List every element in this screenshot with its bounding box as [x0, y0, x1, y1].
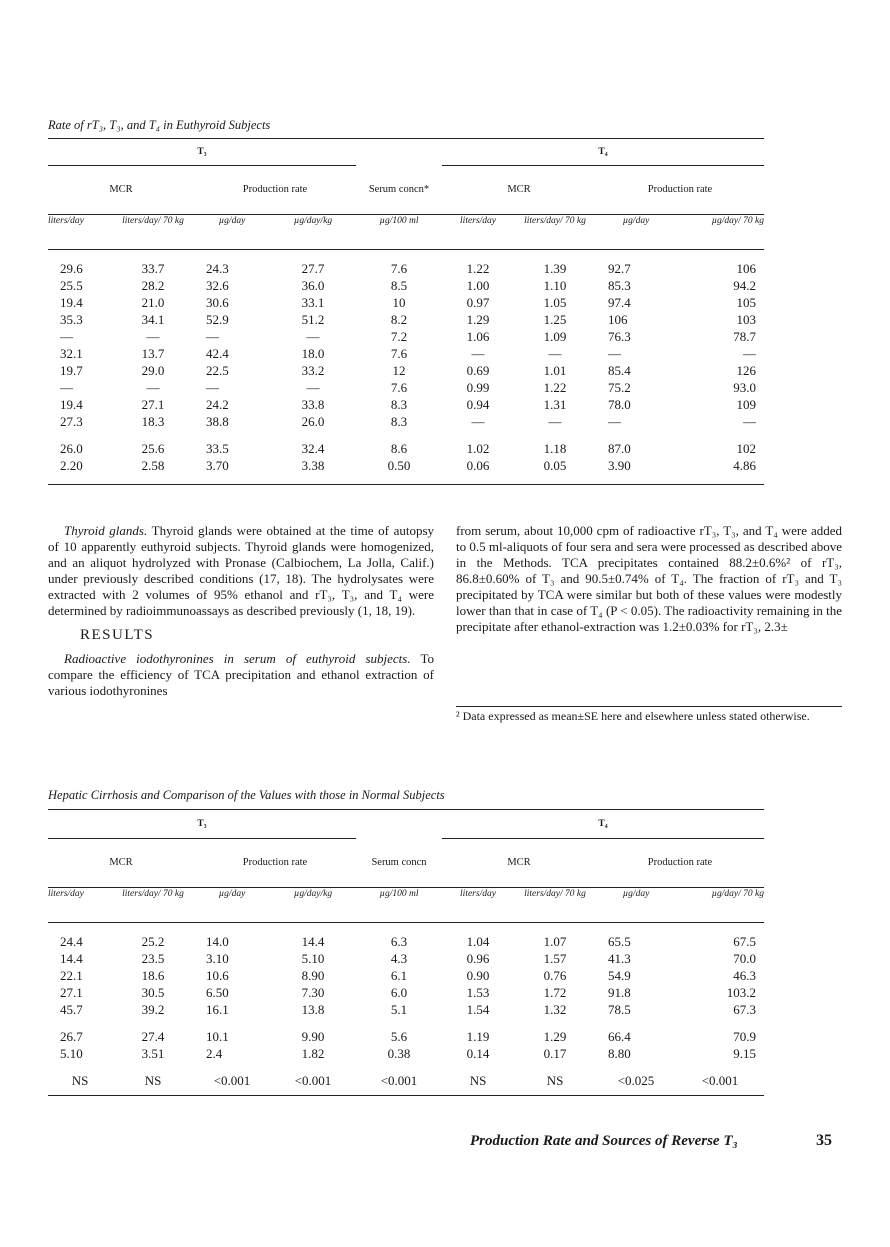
table1-caption: Rate of rT₃, T₃, and T₄ in Euthyroid Subjects [48, 118, 271, 132]
table2-unit: µg/day/ 70 kg [676, 888, 764, 923]
paragraph-thyroid-glands [48, 523, 434, 619]
table1-cell: — [743, 345, 756, 361]
table1-cell: 33.7 [141, 260, 165, 276]
table2-cell: 46.3 [733, 967, 756, 983]
table1-cell: 1.01 [543, 362, 567, 378]
table1-summary-cell: 0.50 [387, 457, 411, 473]
table1-cell: 33.2 [301, 362, 325, 378]
table2-summary-cell: 8.80 [608, 1045, 631, 1061]
table2-summary-cell: 1.29 [543, 1028, 567, 1044]
table1-row [48, 328, 764, 345]
table1-unit: liters/day [442, 215, 514, 250]
table1-cell: 28.2 [141, 277, 165, 293]
paragraph-title: Radioactive iodothyronines in serum of euthyroid subjects. [64, 651, 411, 666]
table1-cell: 29.0 [141, 362, 165, 378]
table1-cell: 51.2 [301, 311, 325, 327]
table2-cell: 39.2 [141, 1001, 165, 1017]
table1-summary-cell: 0.06 [466, 457, 490, 473]
table2-unit: liters/day/ 70 kg [514, 888, 596, 923]
table1-row [48, 277, 764, 294]
table1-header-mcr-t4: MCR [507, 184, 531, 195]
table1-cell: 0.97 [466, 294, 490, 310]
table1-cell: 7.2 [390, 328, 408, 344]
table1-cell: 0.69 [466, 362, 490, 378]
table1-cell: 85.3 [608, 277, 631, 293]
table1-summary-cell: 3.38 [301, 457, 325, 473]
table2-cell: 3.10 [206, 950, 229, 966]
table1-cell: — [306, 328, 320, 344]
table1-cell: 35.3 [60, 311, 83, 327]
table1-summary-cell: 8.6 [390, 440, 408, 456]
table2-cell: 23.5 [141, 950, 165, 966]
table2-summary-cell: 66.4 [608, 1028, 631, 1044]
table1-cell: 1.06 [466, 328, 490, 344]
table1-cell: — [146, 379, 160, 395]
table1-summary-cell: 3.70 [206, 457, 229, 473]
table1-cell: — [471, 345, 485, 361]
table2-cell: 1.54 [466, 1001, 490, 1017]
table1-cell: 97.4 [608, 294, 631, 310]
table2-cell: 70.0 [733, 950, 756, 966]
table2-pvalue-cell: <0.001 [356, 1072, 442, 1096]
table2-unit: µg/day/kg [270, 888, 356, 923]
table2-summary-cell: 5.10 [60, 1045, 83, 1061]
table1-cell: — [206, 379, 219, 395]
table1-cell: — [548, 413, 562, 429]
table1-cell: 33.1 [301, 294, 325, 310]
table1-summary-cell: 87.0 [608, 440, 631, 456]
table1-cell: — [608, 413, 621, 429]
table1-cell: 52.9 [206, 311, 229, 327]
table1-cell: 24.3 [206, 260, 229, 276]
table1-cell: 85.4 [608, 362, 631, 378]
table1-header-production-t4: Production rate [647, 184, 713, 195]
table2-cell: 1.07 [543, 933, 567, 949]
table2-cell: 0.76 [543, 967, 567, 983]
table2-cell: 13.8 [301, 1001, 325, 1017]
table2-cell: 14.0 [206, 933, 229, 949]
table2-cell: 10.6 [206, 967, 229, 983]
table1-cell: 7.6 [390, 260, 408, 276]
table2-cell: 14.4 [301, 933, 325, 949]
table2-summary-cell: 3.51 [141, 1045, 165, 1061]
table2-pvalue-cell: <0.001 [194, 1072, 270, 1096]
table1-cell: 34.1 [141, 311, 165, 327]
table1-header-serum: Serum concn* [368, 183, 430, 195]
table2-summary-row [48, 1045, 764, 1062]
table2-header-serum: Serum concn [371, 856, 427, 868]
table1-summary-cell: 2.58 [141, 457, 165, 473]
table1-cell: 78.0 [608, 396, 631, 412]
table2-cell: 67.5 [733, 933, 756, 949]
table1-summary-cell: 2.20 [60, 457, 83, 473]
table1-cell: 1.39 [543, 260, 567, 276]
table2-pvalue-cell: NS [112, 1072, 194, 1096]
table1-cell: — [608, 345, 621, 361]
table2-summary-cell: 1.82 [301, 1045, 325, 1061]
table1-cell: 1.22 [543, 379, 567, 395]
table2-caption: Hepatic Cirrhosis and Comparison of the Values with those in Normal Subjects [48, 788, 445, 802]
table2-cell: 1.57 [543, 950, 567, 966]
table1-cell: 19.7 [60, 362, 83, 378]
table1-summary-cell: 4.86 [733, 457, 756, 473]
table1-cell: 18.3 [141, 413, 165, 429]
table1-cell: 21.0 [141, 294, 165, 310]
table1-header-mcr-t3: MCR [109, 184, 133, 195]
page-number: 35 [816, 1132, 832, 1149]
table1-cell: 27.7 [301, 260, 325, 276]
table1-unit: liters/day/ 70 kg [112, 215, 194, 250]
table1-cell: 1.31 [543, 396, 567, 412]
table1-unit: µg/day/kg [270, 215, 356, 250]
table2-cell: 65.5 [608, 933, 631, 949]
table1-summary-row [48, 440, 764, 457]
table2-summary-cell: 0.38 [387, 1045, 411, 1061]
table1-cell: 1.29 [466, 311, 490, 327]
table2-cell: 16.1 [206, 1001, 229, 1017]
table2-row [48, 950, 764, 967]
table2-header-mcr-t4: MCR [507, 857, 531, 868]
table1-cell: 103 [736, 311, 756, 327]
table2-pvalue-cell: <0.001 [270, 1072, 356, 1096]
table1-cell: 8.2 [390, 311, 408, 327]
table1-cell: — [60, 328, 73, 344]
table1-cell: 78.7 [733, 328, 756, 344]
table2-summary-row [48, 1028, 764, 1045]
table1-unit: µg/day [596, 215, 676, 250]
table2-cell: 0.90 [466, 967, 490, 983]
table2-cell: 103.2 [726, 984, 756, 1000]
right-column [456, 523, 842, 635]
table2-pvalue-cell: <0.025 [596, 1072, 676, 1096]
table1-cell: 33.8 [301, 396, 325, 412]
table1-summary-cell: 1.02 [466, 440, 490, 456]
paragraph-title: Thyroid glands. [64, 523, 148, 538]
table2-cell: 6.1 [390, 967, 408, 983]
table1-cell: 25.5 [60, 277, 83, 293]
table2-cell: 7.30 [301, 984, 325, 1000]
table2-pvalue-row [48, 1072, 764, 1096]
table1-cell: — [743, 413, 756, 429]
table1-cell: 126 [736, 362, 756, 378]
table2-pvalue-cell: <0.001 [676, 1072, 764, 1096]
table1-row [48, 345, 764, 362]
table2-cell: 45.7 [60, 1001, 83, 1017]
table2-cell: 25.2 [141, 933, 165, 949]
table1-cell: 76.3 [608, 328, 631, 344]
table2-row [48, 1001, 764, 1018]
table1-cell: 109 [736, 396, 756, 412]
table1-cell: 1.09 [543, 328, 567, 344]
table1-cell: 38.8 [206, 413, 229, 429]
table1-cell: — [471, 413, 485, 429]
table2-cell: 22.1 [60, 967, 83, 983]
table1-cell: 8.5 [390, 277, 408, 293]
table2-summary-cell: 27.4 [141, 1028, 165, 1044]
table2-cell: 6.50 [206, 984, 229, 1000]
table1-cell: — [306, 379, 320, 395]
table1-cell: 10 [392, 294, 406, 310]
table2-cell: 24.4 [60, 933, 83, 949]
table1-cell: 8.3 [390, 396, 408, 412]
table1-row [48, 260, 764, 277]
table2-pvalue-cell: NS [514, 1072, 596, 1096]
table2-summary-cell: 70.9 [733, 1028, 756, 1044]
table1-summary-cell: 33.5 [206, 440, 229, 456]
table1-cell: 8.3 [390, 413, 408, 429]
paragraph-text: Thyroid glands were obtained at the time of autopsy of 10 apparently euthyroid subjects. Thyroid glands were homogenized, and an aliquot hydrolyzed with Pronase (Calbiochem, La Jolla, Calif.) under previously described conditions (17, 18). The hydrolysates were extracted with 2 volumes of 95% ethanol and rT₃, T₃, and T₄ were determined by radioimmunoassays as described previously (1, 18, 19). [48, 523, 435, 618]
table1-cell: 0.94 [466, 396, 490, 412]
table1-cell: 32.6 [206, 277, 229, 293]
running-title: Production Rate and Sources of Reverse T₃ [470, 1133, 738, 1149]
table2-cell: 78.5 [608, 1001, 631, 1017]
table1-cell: — [146, 328, 160, 344]
paragraph-radioactive [48, 651, 434, 699]
table2-pvalue-cell: NS [48, 1072, 112, 1096]
table1-row [48, 413, 764, 430]
table2-summary-cell: 5.6 [390, 1028, 408, 1044]
table1-cell: 7.6 [390, 379, 408, 395]
table1-cell: 1.00 [466, 277, 490, 293]
section-heading-results: RESULTS [80, 627, 155, 643]
table2-summary-cell: 26.7 [60, 1028, 83, 1044]
table1-unit: liters/day/ 70 kg [514, 215, 596, 250]
table1-cell: 19.4 [60, 396, 83, 412]
table1-cell: 106 [608, 311, 628, 327]
paragraph-continued: from serum, about 10,000 cpm of radioactive rT₃, T₃, and T₄ were added to 0.5 ml-aliquots of four sera and sera were processed as described above in the Methods. TCA precipitates contained 88.2±0.6%² of rT₃, 86.8±0.60% of T₃ and 90.5±0.74% of T₄. The fraction of rT₃ and T₃ precipitated by TCA were similar but both of these values were modestly lower than that in case of T₄ (P < 0.05). The radioactivity remaining in the precipitate after ethanol-extraction was 1.2±0.03% for rT₃, 2.3± [456, 523, 842, 634]
table2-unit: liters/day/ 70 kg [112, 888, 194, 923]
table1-cell: 7.6 [390, 345, 408, 361]
table1-summary-cell: 3.90 [608, 457, 631, 473]
table1-group-t3: T₃ [48, 139, 356, 166]
table2-cell: 0.96 [466, 950, 490, 966]
table1-cell: 29.6 [60, 260, 83, 276]
table2-cell: 1.04 [466, 933, 490, 949]
table2-row [48, 984, 764, 1001]
table2-summary-cell: 10.1 [206, 1028, 229, 1044]
table1-cell: 93.0 [733, 379, 756, 395]
table2-cell: 54.9 [608, 967, 631, 983]
table1-cell: — [60, 379, 73, 395]
table1-cell: 75.2 [608, 379, 631, 395]
table2-unit: µg/100 ml [356, 888, 442, 923]
table2-summary-cell: 0.14 [466, 1045, 490, 1061]
table1-cell: 27.1 [141, 396, 165, 412]
table2-unit: liters/day [442, 888, 514, 923]
table1-cell: 94.2 [733, 277, 756, 293]
table1-cell: 18.0 [301, 345, 325, 361]
table1-row [48, 396, 764, 413]
table2-summary-cell: 1.19 [466, 1028, 490, 1044]
table1-summary-cell: 0.05 [543, 457, 567, 473]
table2-pvalue-cell: NS [442, 1072, 514, 1096]
table1-summary-cell: 32.4 [301, 440, 325, 456]
table1-units-row [48, 215, 764, 250]
footnote: ² Data expressed as mean±SE here and elsewhere unless stated otherwise. [456, 706, 842, 724]
left-column [48, 523, 434, 699]
table2-unit: µg/day [596, 888, 676, 923]
table2-cell: 4.3 [390, 950, 408, 966]
table1-cell: 32.1 [60, 345, 83, 361]
table2-cell: 30.5 [141, 984, 165, 1000]
table1-cell: 105 [736, 294, 756, 310]
table1-unit: µg/day/ 70 kg [676, 215, 764, 250]
table2-header-production-t3: Production rate [242, 857, 308, 868]
table1-cell: 1.10 [543, 277, 567, 293]
table1-cell: 27.3 [60, 413, 83, 429]
table2-cell: 14.4 [60, 950, 83, 966]
table1-cell: 42.4 [206, 345, 229, 361]
table2-header-production-t4: Production rate [647, 857, 713, 868]
table2-cell: 5.1 [390, 1001, 408, 1017]
table1-cell: 92.7 [608, 260, 631, 276]
table1-summary-cell: 26.0 [60, 440, 83, 456]
table1-cell: — [548, 345, 562, 361]
table2-units-row [48, 888, 764, 923]
table1-summary-cell: 102 [736, 440, 756, 456]
table2-summary-cell: 9.15 [733, 1045, 756, 1061]
table2-cell: 8.90 [301, 967, 325, 983]
table2-cell: 18.6 [141, 967, 165, 983]
table1-unit: liters/day [48, 215, 112, 250]
table2-cell: 41.3 [608, 950, 631, 966]
table1-cell: 13.7 [141, 345, 165, 361]
table1-header-production-t3: Production rate [242, 184, 308, 195]
table2-summary-cell: 9.90 [301, 1028, 325, 1044]
table1-row [48, 311, 764, 328]
table2-cell: 1.32 [543, 1001, 567, 1017]
table1-summary-row [48, 457, 764, 474]
table1 [48, 138, 764, 485]
table2-cell: 67.3 [733, 1001, 756, 1017]
table1-cell: 26.0 [301, 413, 325, 429]
table1-unit: µg/100 ml [356, 215, 442, 250]
table2-cell: 1.72 [543, 984, 567, 1000]
table1-cell: 0.99 [466, 379, 490, 395]
table1-row [48, 379, 764, 396]
table1-cell: 30.6 [206, 294, 229, 310]
table2-summary-cell: 0.17 [543, 1045, 567, 1061]
table1-cell: 24.2 [206, 396, 229, 412]
table2-cell: 1.53 [466, 984, 490, 1000]
table1-summary-cell: 25.6 [141, 440, 165, 456]
table1-cell: 1.22 [466, 260, 490, 276]
table1-cell: 1.05 [543, 294, 567, 310]
table2-header-mcr-t3: MCR [109, 857, 133, 868]
table2-group-t4: T₄ [442, 810, 764, 839]
table1-cell: 1.25 [543, 311, 567, 327]
table1-cell: 12 [392, 362, 406, 378]
table2-cell: 6.0 [390, 984, 408, 1000]
table1-row [48, 294, 764, 311]
table2-row [48, 933, 764, 950]
table2-unit: liters/day [48, 888, 112, 923]
table2-cell: 91.8 [608, 984, 631, 1000]
table2-row [48, 967, 764, 984]
table2-cell: 27.1 [60, 984, 83, 1000]
table1-cell: 19.4 [60, 294, 83, 310]
table1-cell: — [206, 328, 219, 344]
table1-cell: 36.0 [301, 277, 325, 293]
paragraph-text: To compare the efficiency of TCA precipitation and ethanol extraction of various iodothyronines [48, 651, 434, 698]
table2-unit: µg/day [194, 888, 270, 923]
table2 [48, 809, 764, 1096]
table1-row [48, 362, 764, 379]
table1-cell: 106 [736, 260, 756, 276]
table1-unit: µg/day [194, 215, 270, 250]
table2-cell: 5.10 [301, 950, 325, 966]
table2-group-t3: T₃ [48, 810, 356, 839]
table1-summary-cell: 1.18 [543, 440, 567, 456]
table2-summary-cell: 2.4 [206, 1045, 223, 1061]
table1-cell: 22.5 [206, 362, 229, 378]
table2-cell: 6.3 [390, 933, 408, 949]
table1-group-t4: T₄ [442, 139, 764, 166]
